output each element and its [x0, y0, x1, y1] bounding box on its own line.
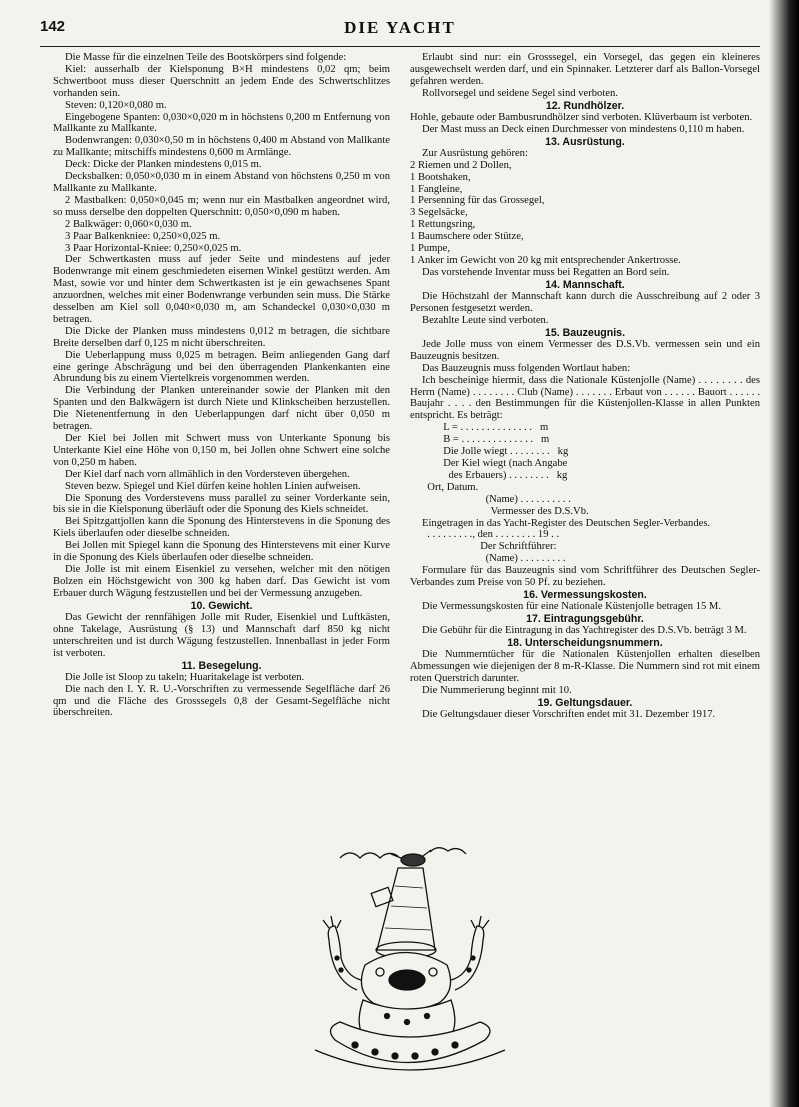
paragraph: Die Höchstzahl der Mannschaft kann durch die Ausschreibung auf 2 oder 3 Personen festgesetzt werden. — [410, 291, 760, 314]
paragraph: Zur Ausrüstung gehören: — [422, 147, 528, 159]
paragraph: Die Jolle ist mit einem Eisenkiel zu versehen, welcher mit den nötigen Bolzen ein Höchstgewicht von 300 kg haben darf. Das Gewicht ist vom Erbauer durch Wägung festzustellen und bei der Vermessung anzugeben. — [53, 563, 390, 599]
paragraph: 1 Fangleine, — [410, 183, 463, 195]
form-line: Der Schriftführer: — [422, 541, 557, 553]
paragraph: 1 Anker im Gewicht von 20 kg mit entsprechender Ankertrosse. — [410, 255, 681, 266]
paragraph: 2 Riemen und 2 Dollen, — [410, 159, 512, 171]
paragraph: Steven: 0,120×0,080 m. — [65, 99, 167, 111]
paragraph: Decksbalken: 0,050×0,030 m in einem Abstand von höchstens 0,250 m von Mallkante zu Mallkante. — [53, 171, 390, 194]
paragraph: Der Mast muss an Deck einen Durchmesser von mindestens 0,110 m haben. — [422, 123, 745, 135]
section-heading: 10. Gewicht. — [190, 599, 253, 612]
paragraph: Die Geltungsdauer dieser Vorschriften endet mit 31. Dezember 1917. — [422, 709, 716, 721]
section-heading: 14. Mannschaft. — [545, 278, 625, 291]
paragraph: Die Dicke der Planken muss mindestens 0,012 m betragen, die sichtbare Breite derselben darf 0,125 m nicht überschreiten. — [53, 325, 390, 349]
form-line: (Name) . . . . . . . . . — [422, 553, 566, 565]
paragraph: 1 Persenning für das Grossegel, — [410, 195, 545, 207]
section-heading: 19. Geltungsdauer. — [537, 697, 633, 710]
paragraph: Bei Jollen mit Spiegel kann die Sponung des Hinterstevens mit einer Kurve in die Sponung des Kiels überlaufen oder dieselbe schneiden. — [53, 540, 390, 564]
right-column — [410, 52, 760, 721]
section-heading: 18. Unterscheidungsnummern. — [507, 637, 663, 650]
section-heading: 16. Vermessungskosten. — [523, 588, 647, 601]
paragraph: Das Bauzeugnis muss folgenden Wortlaut haben: — [422, 362, 631, 374]
paragraph: Bodenwrangen: 0,030×0,50 m in höchstens 0,400 m Abstand von Mallkante zu Mallkante; mitschiffs mindestens 0,600 m Armlänge. — [53, 135, 390, 159]
paragraph: Die Nummerntücher für die Nationalen Küstenjollen erhalten dieselben Abmessungen wie diejenigen der 8 m-R-Klasse. Die Nummern sind rot mit einem roten Querstrich darunter. — [410, 649, 760, 685]
paragraph: Der Kiel darf nach vorn allmählich in den Vordersteven übergehen. — [65, 468, 350, 480]
paragraph: Die Jolle ist Sloop zu takeln; Huaritakelage ist verboten. — [65, 671, 305, 683]
form-line: Der Kiel wiegt (nach Angabe — [422, 458, 568, 469]
page-header — [40, 14, 760, 44]
paragraph: Eingetragen in das Yacht-Register des Deutschen Segler-Verbandes. — [422, 517, 711, 529]
section-heading: 13. Ausrüstung. — [545, 135, 625, 148]
paragraph: 3 Segelsäcke, — [410, 207, 468, 219]
paragraph: 2 Mastbalken: 0,050×0,045 m; wenn nur ein Mastbalken angeordnet wird, so muss derselbe den doppelten Querschnitt: 0,050×0,090 m haben. — [53, 194, 390, 218]
paragraph: Deck: Dicke der Planken mindestens 0,015 m. — [65, 159, 262, 171]
paragraph: Der Kiel bei Jollen mit Schwert muss von Unterkante Sponung bis Unterkante Kiel eine Höhe von 0,150 m, bei Jollen ohne Schwert eine solche von 0,250 m haben. — [53, 433, 390, 468]
running-title: DIE YACHT — [344, 18, 456, 37]
paragraph: 3 Paar Balkenkniee: 0,250×0,025 m. — [65, 230, 221, 242]
paragraph: Jede Jolle muss von einem Vermesser des D.S.Vb. vermessen sein und ein Bauzeugnis besitzen. — [410, 338, 760, 362]
form-line: des Erbauers) . . . . . . . . kg — [422, 469, 568, 481]
paragraph: Die Vermessungskosten für eine Nationale Küstenjolle betragen 15 M. — [422, 601, 722, 613]
section-heading: 12. Rundhölzer. — [545, 99, 625, 112]
paragraph: Kiel: ausserhalb der Kielsponung B×H mindestens 0,02 qm; beim Schwertboot muss dieser Querschnitt an jedem Ende des Schwertschlitzes vorhanden sein. — [53, 63, 390, 99]
paragraph: Eingebogene Spanten: 0,030×0,020 m in höchstens 0,200 m Entfernung von Mallkante zu Mallkante. — [53, 111, 390, 135]
paragraph: 1 Pumpe, — [410, 243, 451, 255]
section-heading: 17. Eintragungsgebühr. — [526, 613, 644, 626]
paragraph: Steven bezw. Spiegel und Kiel dürfen keine hohlen Linien aufweisen. — [65, 480, 361, 492]
frog-pot-illustration — [295, 840, 525, 1075]
header-rule — [40, 46, 760, 47]
left-column — [53, 52, 390, 719]
paragraph: Ich bescheinige hiermit, dass die Nationale Küstenjolle (Name) . . . . . . . . des Herrn (Name) . . . . . . . . Club (Name) . . . . . . . Erbaut von . . . . . . Bauort . . . . . . Baujahr . . . . den Bestimmungen für die Küstenjollen-Klasse in allen Punkten entspricht. Es beträgt: — [410, 374, 760, 422]
paragraph: Das Gewicht der rennfähigen Jolle mit Ruder, Eisenkiel und Luftkästen, ohne Takelage, Ausrüstung (§ 13) und Mannschaft darf 850 kg nicht unterschreiten und ist durch Wägung festzustellen. Innenballast in jeder Form ist verboten. — [53, 611, 390, 659]
paragraph: Die nach den I. Y. R. U.-Vorschriften zu vermessende Segelfläche darf 26 qm und die Fläche des Grosssegels 0,8 der Gesamt-Segelfläche nicht überschreiten. — [53, 683, 390, 719]
form-line: L = . . . . . . . . . . . . . . m — [422, 422, 549, 434]
paragraph: Das vorstehende Inventar muss bei Regatten an Bord sein. — [422, 266, 670, 278]
paragraph: Hohle, gebaute oder Bambusrundhölzer sind verboten. Klüverbaum ist verboten. — [410, 111, 753, 123]
paragraph: Die Masse für die einzelnen Teile des Bootskörpers sind folgende: — [65, 52, 347, 63]
page-edge-shadow — [769, 0, 799, 1107]
paragraph: 1 Baumschere oder Stütze, — [410, 231, 524, 243]
paragraph: Die Ueberlappung muss 0,025 m betragen. Beim anliegenden Gang darf eine geringe Abschrägung und bei den überragenden Plankenkanten eine Abrundung bis zu einem Viertelkreis vorgenommen werden. — [53, 349, 390, 385]
paragraph: Bei Spitzgattjollen kann die Sponung des Hinterstevens in die Sponung des Kiels überlaufen oder dieselbe schneiden. — [53, 516, 390, 540]
paragraph: 1 Bootshaken, — [410, 171, 471, 183]
paragraph: Formulare für das Bauzeugnis sind vom Schriftführer des Deutschen Segler-Verbandes zum Preise von 50 Pf. zu beziehen. — [410, 565, 760, 589]
paragraph: Die Nummerierung beginnt mit 10. — [422, 685, 572, 697]
paragraph: Rollvorsegel und seidene Segel sind verboten. — [422, 87, 618, 99]
paragraph: Die Gebühr für die Eintragung in das Yachtregister des D.S.Vb. beträgt 3 M. — [422, 625, 747, 637]
form-line: Vermesser des D.S.Vb. — [422, 505, 589, 517]
paragraph: Bezahlte Leute sind verboten. — [422, 314, 549, 326]
page-number: 142 — [40, 18, 66, 35]
form-line: (Name) . . . . . . . . . . — [422, 493, 571, 505]
paragraph: Die Sponung des Vorderstevens muss parallel zu seiner Vorderkante sein, bis sie in die Kielsponung überläuft oder die Sponung des Kiels schneidet. — [53, 492, 390, 516]
paragraph: Die Verbindung der Planken untereinander sowie der Planken mit den Spanten und den Balkwägern ist durch Niete und Klinkscheiben herzustellen. Die Nietenentfernung in den Ueberlappungen darf nicht über 0,050 m betragen. — [53, 385, 390, 433]
form-line: . . . . . . . . ., den . . . . . . . . 19 . . — [422, 529, 560, 541]
section-heading: 11. Besegelung. — [181, 659, 262, 672]
section-heading: 15. Bauzeugnis. — [544, 326, 626, 339]
paragraph: 3 Paar Horizontal-Kniee: 0,250×0,025 m. — [65, 242, 242, 254]
form-line: Ort, Datum. — [422, 481, 479, 493]
form-line: Die Jolle wiegt . . . . . . . . kg — [422, 446, 569, 458]
paragraph: 2 Balkwäger: 0,060×0,030 m. — [65, 218, 192, 230]
paragraph: Der Schwertkasten muss auf jeder Seite und mindestens auf jeder Bodenwrange mit einem geschmiedeten eisernen Winkel gestützt werden. Am Mast, sowie vor und hinter dem Schwertkasten ist je ein gewachsenes Spant anzuordnen, welches mit einer Bodenwrange verbunden sein muss. Die Stärke desselben am Kiel soll 0,040×0,030 m, am Schandeckel 0,030×0,030 m betragen. — [53, 254, 390, 325]
form-line: B = . . . . . . . . . . . . . . m — [422, 434, 550, 446]
paragraph: 1 Rettungsring, — [410, 219, 476, 231]
paragraph: Erlaubt sind nur: ein Grosssegel, ein Vorsegel, das gegen ein kleineres ausgewechselt werden darf, und ein Spinnaker. Letzterer darf als Ballon-Vorsegel gefahren werden. — [410, 52, 760, 87]
